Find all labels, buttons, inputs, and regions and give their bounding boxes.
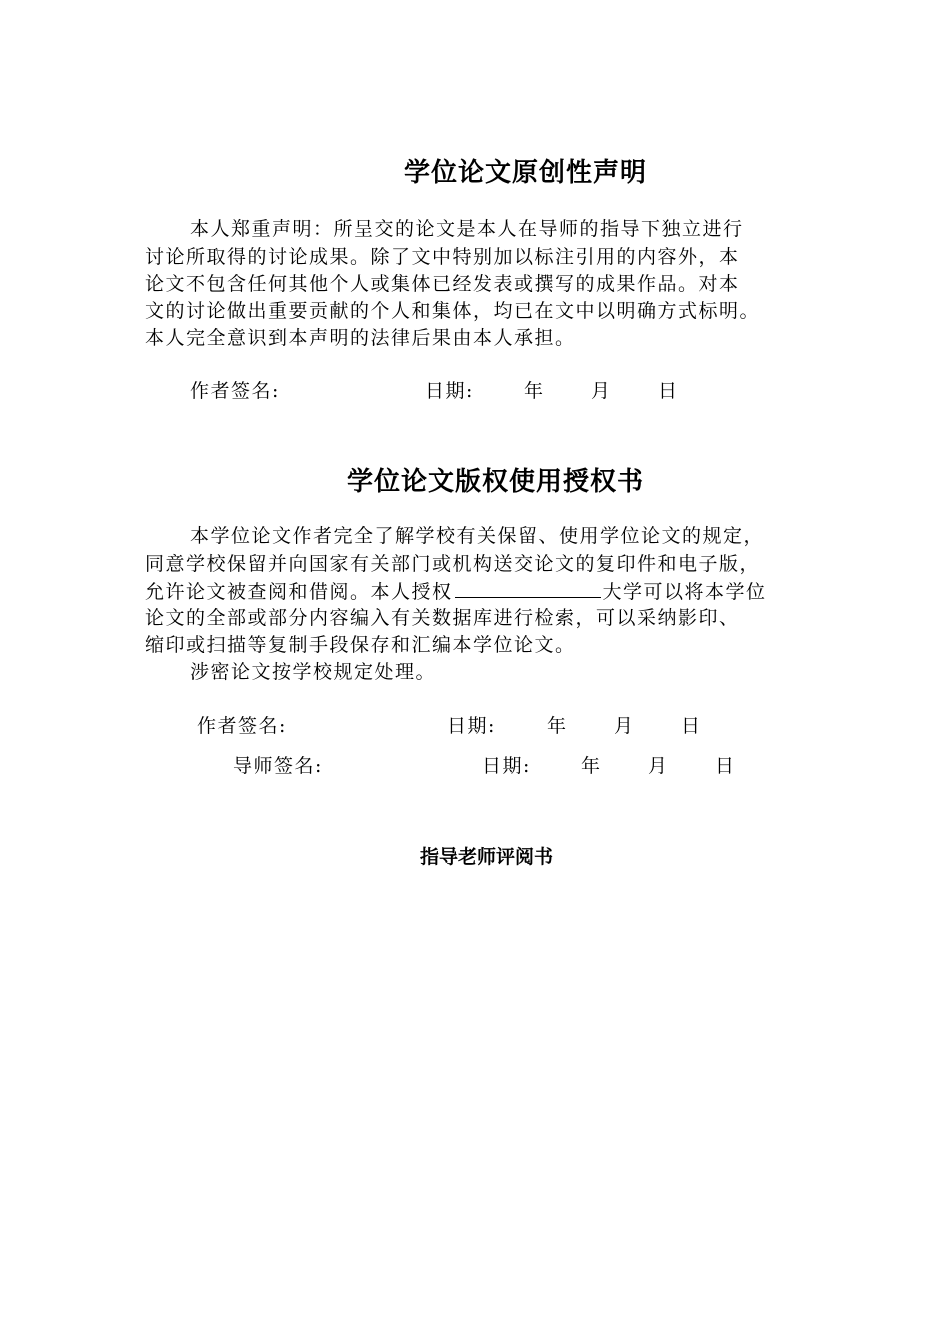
day-label: 日: [681, 715, 702, 737]
authorization-line: 涉密论文按学校规定处理。: [190, 661, 437, 683]
authorization-line: 缩印或扫描等复制手段保存和汇编本学位论文。: [145, 634, 576, 656]
authorization-line-part: 允许论文被查阅和借阅。本人授权: [145, 581, 453, 603]
declaration-line: 本人完全意识到本声明的法律后果由本人承担。: [145, 327, 576, 349]
review-title: 指导老师评阅书: [420, 846, 554, 868]
author-signature-label: 作者签名:: [190, 380, 280, 402]
date-label: 日期:: [482, 755, 531, 777]
authorization-line-part: 大学可以将本学位: [602, 581, 767, 603]
day-label: 日: [715, 755, 736, 777]
date-label: 日期:: [425, 380, 474, 402]
year-label: 年: [581, 755, 602, 777]
authorization-title: 学位论文版权使用授权书: [347, 467, 645, 497]
month-label: 月: [614, 715, 635, 737]
month-label: 月: [591, 380, 612, 402]
authorization-line: 论文的全部或部分内容编入有关数据库进行检索，可以采纳影印、: [145, 607, 740, 629]
declaration-line: 本人郑重声明：所呈交的论文是本人在导师的指导下独立进行: [190, 218, 744, 240]
author-signature-label: 作者签名:: [197, 715, 287, 737]
declaration-line: 讨论所取得的讨论成果。除了文中特别加以标注引用的内容外，本: [145, 246, 740, 268]
year-label: 年: [547, 715, 568, 737]
authorization-line: 本学位论文作者完全了解学校有关保留、使用学位论文的规定，: [190, 525, 765, 547]
date-label: 日期:: [447, 715, 496, 737]
declaration-title: 学位论文原创性声明: [404, 158, 648, 188]
supervisor-signature-label: 导师签名:: [233, 755, 323, 777]
authorization-line: [145, 577, 767, 606]
declaration-line: 文的讨论做出重要贡献的个人和集体，均已在文中以明确方式标明。: [145, 300, 761, 322]
day-label: 日: [658, 380, 679, 402]
declaration-line: 论文不包含任何其他个人或集体已经发表或撰写的成果作品。对本: [145, 273, 740, 295]
year-label: 年: [524, 380, 545, 402]
authorization-line: 同意学校保留并向国家有关部门或机构送交论文的复印件和电子版，: [145, 553, 761, 575]
month-label: 月: [648, 755, 669, 777]
university-blank[interactable]: [455, 577, 601, 598]
